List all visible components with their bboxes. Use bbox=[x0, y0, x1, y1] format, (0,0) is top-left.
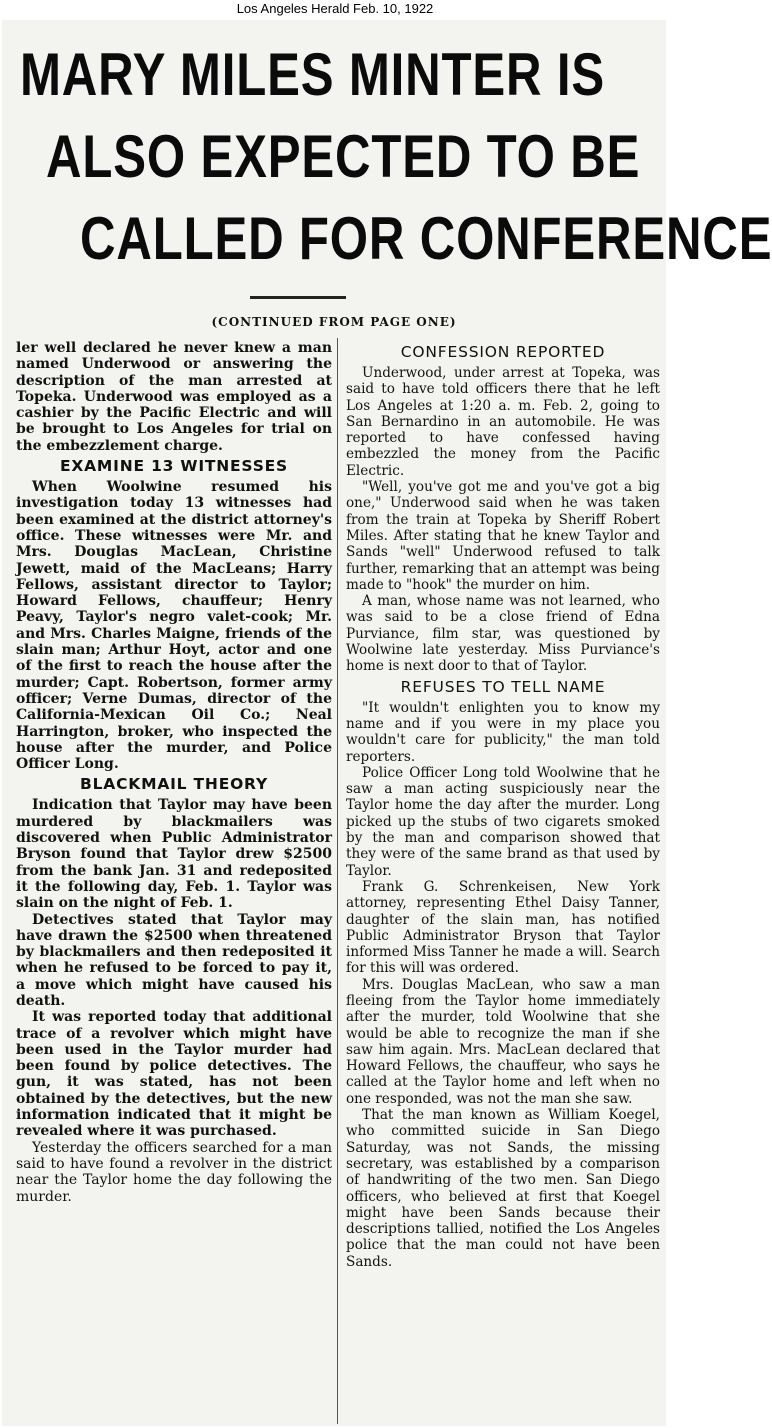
paragraph: Indication that Taylor may have been murdered by blackmailers was discovered when Public Administrator Bryson found that Taylor drew $2500 from the bank Jan. 31 and redeposited it the following day, Feb. 1. Taylor was slain on the night of Feb. 1. bbox=[16, 797, 332, 912]
paragraph: That the man known as William Koegel, who committed suicide in San Diego Saturday, was not Sands, the missing secretary, was established by a comparison of handwriting of the two men. San Diego officers, who believed at first that Koegel might have been Sands because their descriptions tallied, notified the Los Angeles police that the man could not have been Sands. bbox=[346, 1107, 660, 1270]
left-column bbox=[16, 340, 332, 1205]
headline-line-1: MARY MILES MINTER IS bbox=[20, 41, 605, 108]
right-column bbox=[346, 340, 660, 1270]
paragraph: Frank G. Schrenkeisen, New York attorney, representing Ethel Daisy Tanner, daughter of the slain man, has notified Public Administrator Bryson that Taylor informed Miss Tanner he made a will. Search for this will was ordered. bbox=[346, 878, 660, 977]
continued-note: (CONTINUED FROM PAGE ONE) bbox=[211, 315, 457, 329]
newspaper-clipping bbox=[2, 20, 772, 1426]
paragraph: Police Officer Long told Woolwine that he saw a man acting suspiciously near the Taylor home the day after the murder. Long picked up the stubs of two cigarets smoked by the man and comparison showed that they were of the same brand as that used by Taylor. bbox=[346, 764, 660, 879]
subhead-confession-reported: CONFESSION REPORTED bbox=[400, 343, 606, 361]
paragraph: "Well, you've got me and you've got a big one," Underwood said when he was taken from the train at Topeka by Sheriff Robert Miles. After stating that he knew Taylor and Sands "well" Underwood refused to talk further, remarking that an attempt was being made to "hook" the murder on him. bbox=[346, 479, 660, 593]
paragraph: Underwood, under arrest at Topeka, was said to have told officers there that he left Los Angeles at 1:20 a. m. Feb. 2, going to San Bernardino in an automobile. He was reported to have confessed having embezzled the money from the Pacific Electric. bbox=[346, 365, 660, 479]
headline-line-2: ALSO EXPECTED TO BE bbox=[46, 123, 641, 190]
paragraph: "It wouldn't enlighten you to know my name and if you were in my place you wouldn't care for publicity," the man told reporters. bbox=[346, 699, 660, 765]
subhead-examine-witnesses: EXAMINE 13 WITNESSES bbox=[59, 457, 289, 476]
source-caption: Los Angeles Herald Feb. 10, 1922 bbox=[236, 1, 434, 16]
paragraph: Mrs. Douglas MacLean, who saw a man fleeing from the Taylor home immediately after the murder, told Woolwine that she would be able to recognize the man if she saw him again. Mrs. MacLean declared that Howard Fellows, the chauffeur, who says he called at the Taylor home and left when no one responded, was not the man she saw. bbox=[346, 976, 660, 1107]
column-divider bbox=[337, 338, 338, 1424]
subhead-refuses-to-tell-name: REFUSES TO TELL NAME bbox=[400, 677, 606, 696]
headline-line-3: CALLED FOR CONFERENCE bbox=[80, 205, 772, 272]
paragraph: It was reported today that additional trace of a revolver which might have been used in the Taylor murder had been found by police detectives. The gun, it was stated, has not been obtained by the detectives, but the new information indicated that it might be revealed where it was purchased. bbox=[16, 1009, 332, 1140]
headline bbox=[2, 28, 772, 298]
paragraph: ler well declared he never knew a man named Underwood or answering the description of the man arrested at Topeka. Underwood was employed as a cashier by the Pacific Electric and will be brought to Los Angeles for trial on the embezzlement charge. bbox=[16, 340, 332, 454]
headline-rule bbox=[250, 296, 346, 299]
subhead-blackmail-theory: BLACKMAIL THEORY bbox=[80, 775, 268, 794]
paragraph: A man, whose name was not learned, who was said to be a close friend of Edna Purviance, film star, was questioned by Woolwine late yesterday. Miss Purviance's home is next door to that of Taylor. bbox=[346, 593, 660, 675]
paragraph: When Woolwine resumed his investigation today 13 witnesses had been examined at the district attorney's office. These witnesses were Mr. and Mrs. Douglas MacLean, Christine Jewett, maid of the MacLeans; Harry Fellows, assistant director to Taylor; Howard Fellows, chauffeur; Henry Peavy, Taylor's negro valet-cook; Mr. and Mrs. Charles Maigne, friends of the slain man; Arthur Hoyt, actor and one of the first to reach the house after the murder; Capt. Robertson, former army officer; Verne Dumas, director of the California-Mexican Oil Co.; Neal Harrington, broker, who inspected the house after the murder, and Police Officer Long. bbox=[16, 479, 332, 773]
paragraph: Yesterday the officers searched for a man said to have found a revolver in the district near the Taylor home the day following the murder. bbox=[16, 1139, 332, 1205]
paragraph: Detectives stated that Taylor may have drawn the $2500 when threatened by blackmailers and then redeposited it when he refused to be forced to pay it, a move which might have caused his death. bbox=[16, 911, 332, 1009]
